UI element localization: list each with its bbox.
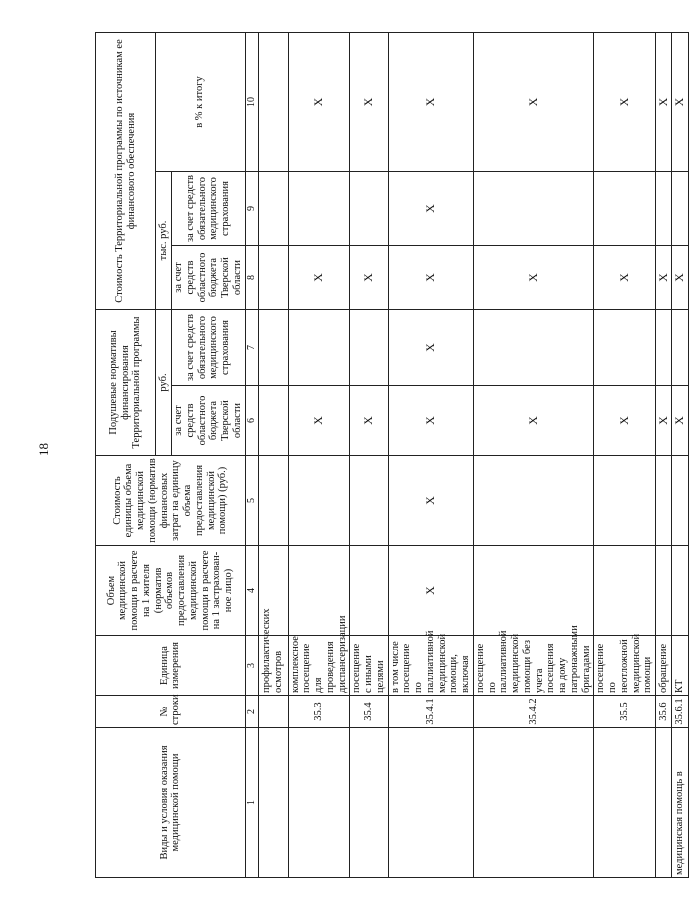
table-cell-c3: посещение с иными целями — [350, 636, 388, 696]
table-cell-c1 — [288, 728, 350, 878]
table-cell-c5 — [672, 456, 688, 546]
header-row-no: № строки — [96, 696, 246, 728]
header-unit: Единица измерения — [96, 636, 246, 696]
table-cell-c9 — [656, 172, 672, 246]
table-cell-c6: X — [473, 386, 594, 456]
table-cell-c9 — [672, 172, 688, 246]
header-unit-cost: Стоимость единицы объема медицинской помощи (норматив финансовых затрат на единицу объема предоставления медицинской помощи) (руб.) — [96, 456, 246, 546]
table-cell-c7: X — [388, 310, 473, 386]
column-number-row — [245, 33, 258, 878]
table-cell-c1 — [473, 728, 594, 878]
header-percent: в % к итогу — [156, 33, 246, 172]
page-number: 18 — [36, 443, 51, 456]
table-cell-c2: 35.4.2 — [473, 696, 594, 728]
table-row — [656, 33, 672, 878]
header-unit-rub: руб. — [156, 310, 172, 456]
header-oms-2: за счет средств обязательного медицинского страхования — [172, 172, 246, 246]
table-cell-c2: 35.3 — [288, 696, 350, 728]
table-row — [672, 33, 688, 878]
table-cell-c3: КТ — [672, 636, 688, 696]
table-cell-c5 — [258, 456, 288, 546]
col-number: 2 — [245, 696, 258, 728]
header-program-cost: Стоимость Территориальной программы по источникам ее финансового обеспечения — [96, 33, 156, 310]
table-cell-c3: в том числе посещение по паллиативной медицинской помощи, включая — [388, 636, 473, 696]
table-cell-c7 — [672, 310, 688, 386]
table-cell-c9 — [594, 172, 656, 246]
table-cell-c10: X — [288, 33, 350, 172]
col-number: 7 — [245, 310, 258, 386]
table-cell-c10: X — [388, 33, 473, 172]
table-cell-c6: X — [350, 386, 388, 456]
table-row — [288, 33, 350, 878]
header-per-capita: Подушевые нормативы финансирования Территориальной программы — [96, 310, 156, 456]
table-cell-c4 — [656, 546, 672, 636]
table-cell-c5 — [288, 456, 350, 546]
financing-table — [95, 32, 689, 878]
table-cell-c4 — [672, 546, 688, 636]
table-cell-c8: X — [594, 246, 656, 310]
table-cell-c3: обращение — [656, 636, 672, 696]
table-cell-c7 — [656, 310, 672, 386]
table-cell-c6: X — [656, 386, 672, 456]
table-cell-c9 — [258, 172, 288, 246]
table-cell-c2: 35.6 — [656, 696, 672, 728]
table-row — [258, 33, 288, 878]
table-cell-c1 — [594, 728, 656, 878]
table-cell-c5 — [350, 456, 388, 546]
table-cell-c10: X — [672, 33, 688, 172]
table-cell-c1: медицинская помощь в — [672, 728, 688, 878]
table-cell-c7 — [288, 310, 350, 386]
col-number: 3 — [245, 636, 258, 696]
table-cell-c8: X — [288, 246, 350, 310]
table-cell-c2 — [258, 696, 288, 728]
col-number: 10 — [245, 33, 258, 172]
table-cell-c4 — [594, 546, 656, 636]
table-cell-c4 — [350, 546, 388, 636]
table-cell-c7 — [258, 310, 288, 386]
table-row — [350, 33, 388, 878]
col-number: 1 — [245, 728, 258, 878]
header-regional-budget-2: за счет средств областного бюджета Тверской области — [172, 246, 246, 310]
col-number: 4 — [245, 546, 258, 636]
header-oms: за счет средств обязательного медицинского страхования — [172, 310, 246, 386]
table-cell-c6: X — [288, 386, 350, 456]
table-cell-c1 — [388, 728, 473, 878]
table-cell-c6: X — [594, 386, 656, 456]
table-cell-c5 — [473, 456, 594, 546]
table-cell-c4 — [473, 546, 594, 636]
table-cell-c3: посещение по паллиативной медицинской помощи без учета посещения на дому патронажными бригадами — [473, 636, 594, 696]
table-cell-c8: X — [672, 246, 688, 310]
table-cell-c10 — [258, 33, 288, 172]
table-cell-c9 — [473, 172, 594, 246]
table-cell-c3: профилактических осмотров — [258, 636, 288, 696]
table-cell-c5 — [594, 456, 656, 546]
table-cell-c9 — [350, 172, 388, 246]
table-cell-c10: X — [473, 33, 594, 172]
table-cell-c3: посещение по неотложной медицинской помощи — [594, 636, 656, 696]
table-cell-c1 — [258, 728, 288, 878]
table-cell-c4: X — [388, 546, 473, 636]
table-cell-c2: 35.4.1 — [388, 696, 473, 728]
table-cell-c2: 35.6.1 — [672, 696, 688, 728]
table-cell-c10: X — [594, 33, 656, 172]
table-cell-c7 — [350, 310, 388, 386]
table-cell-c8: X — [350, 246, 388, 310]
header-volume: Объем медицинской помощи в расчете на 1 жителя (норматив объемов предоставления медицинской помощи в расчете на 1 застрахован-ное лицо) — [96, 546, 246, 636]
col-number: 6 — [245, 386, 258, 456]
table-cell-c1 — [350, 728, 388, 878]
table-cell-c2: 35.4 — [350, 696, 388, 728]
table-cell-c10: X — [656, 33, 672, 172]
table-cell-c7 — [594, 310, 656, 386]
col-number: 5 — [245, 456, 258, 546]
table-cell-c9: X — [388, 172, 473, 246]
col-number: 8 — [245, 246, 258, 310]
table-cell-c5 — [656, 456, 672, 546]
table-cell-c1 — [656, 728, 672, 878]
table-cell-c9 — [288, 172, 350, 246]
table-cell-c8: X — [388, 246, 473, 310]
table-cell-c8: X — [473, 246, 594, 310]
table-cell-c3: комплексное посещение для проведения диспансеризации — [288, 636, 350, 696]
table-cell-c2: 35.5 — [594, 696, 656, 728]
table-cell-c7 — [473, 310, 594, 386]
table-cell-c8 — [258, 246, 288, 310]
table-row — [388, 33, 473, 878]
table-row — [473, 33, 594, 878]
header-regional-budget: за счет средств областного бюджета Тверской области — [172, 386, 246, 456]
rotated-table-wrapper — [95, 33, 687, 878]
table-cell-c6: X — [672, 386, 688, 456]
table-cell-c6 — [258, 386, 288, 456]
col-number: 9 — [245, 172, 258, 246]
table-cell-c6: X — [388, 386, 473, 456]
table-row — [594, 33, 656, 878]
table-cell-c10: X — [350, 33, 388, 172]
header-kinds: Виды и условия оказания медицинской помощи — [96, 728, 246, 878]
table-cell-c8: X — [656, 246, 672, 310]
header-unit-thousand-rub: тыс. руб. — [156, 172, 172, 310]
table-cell-c5: X — [388, 456, 473, 546]
